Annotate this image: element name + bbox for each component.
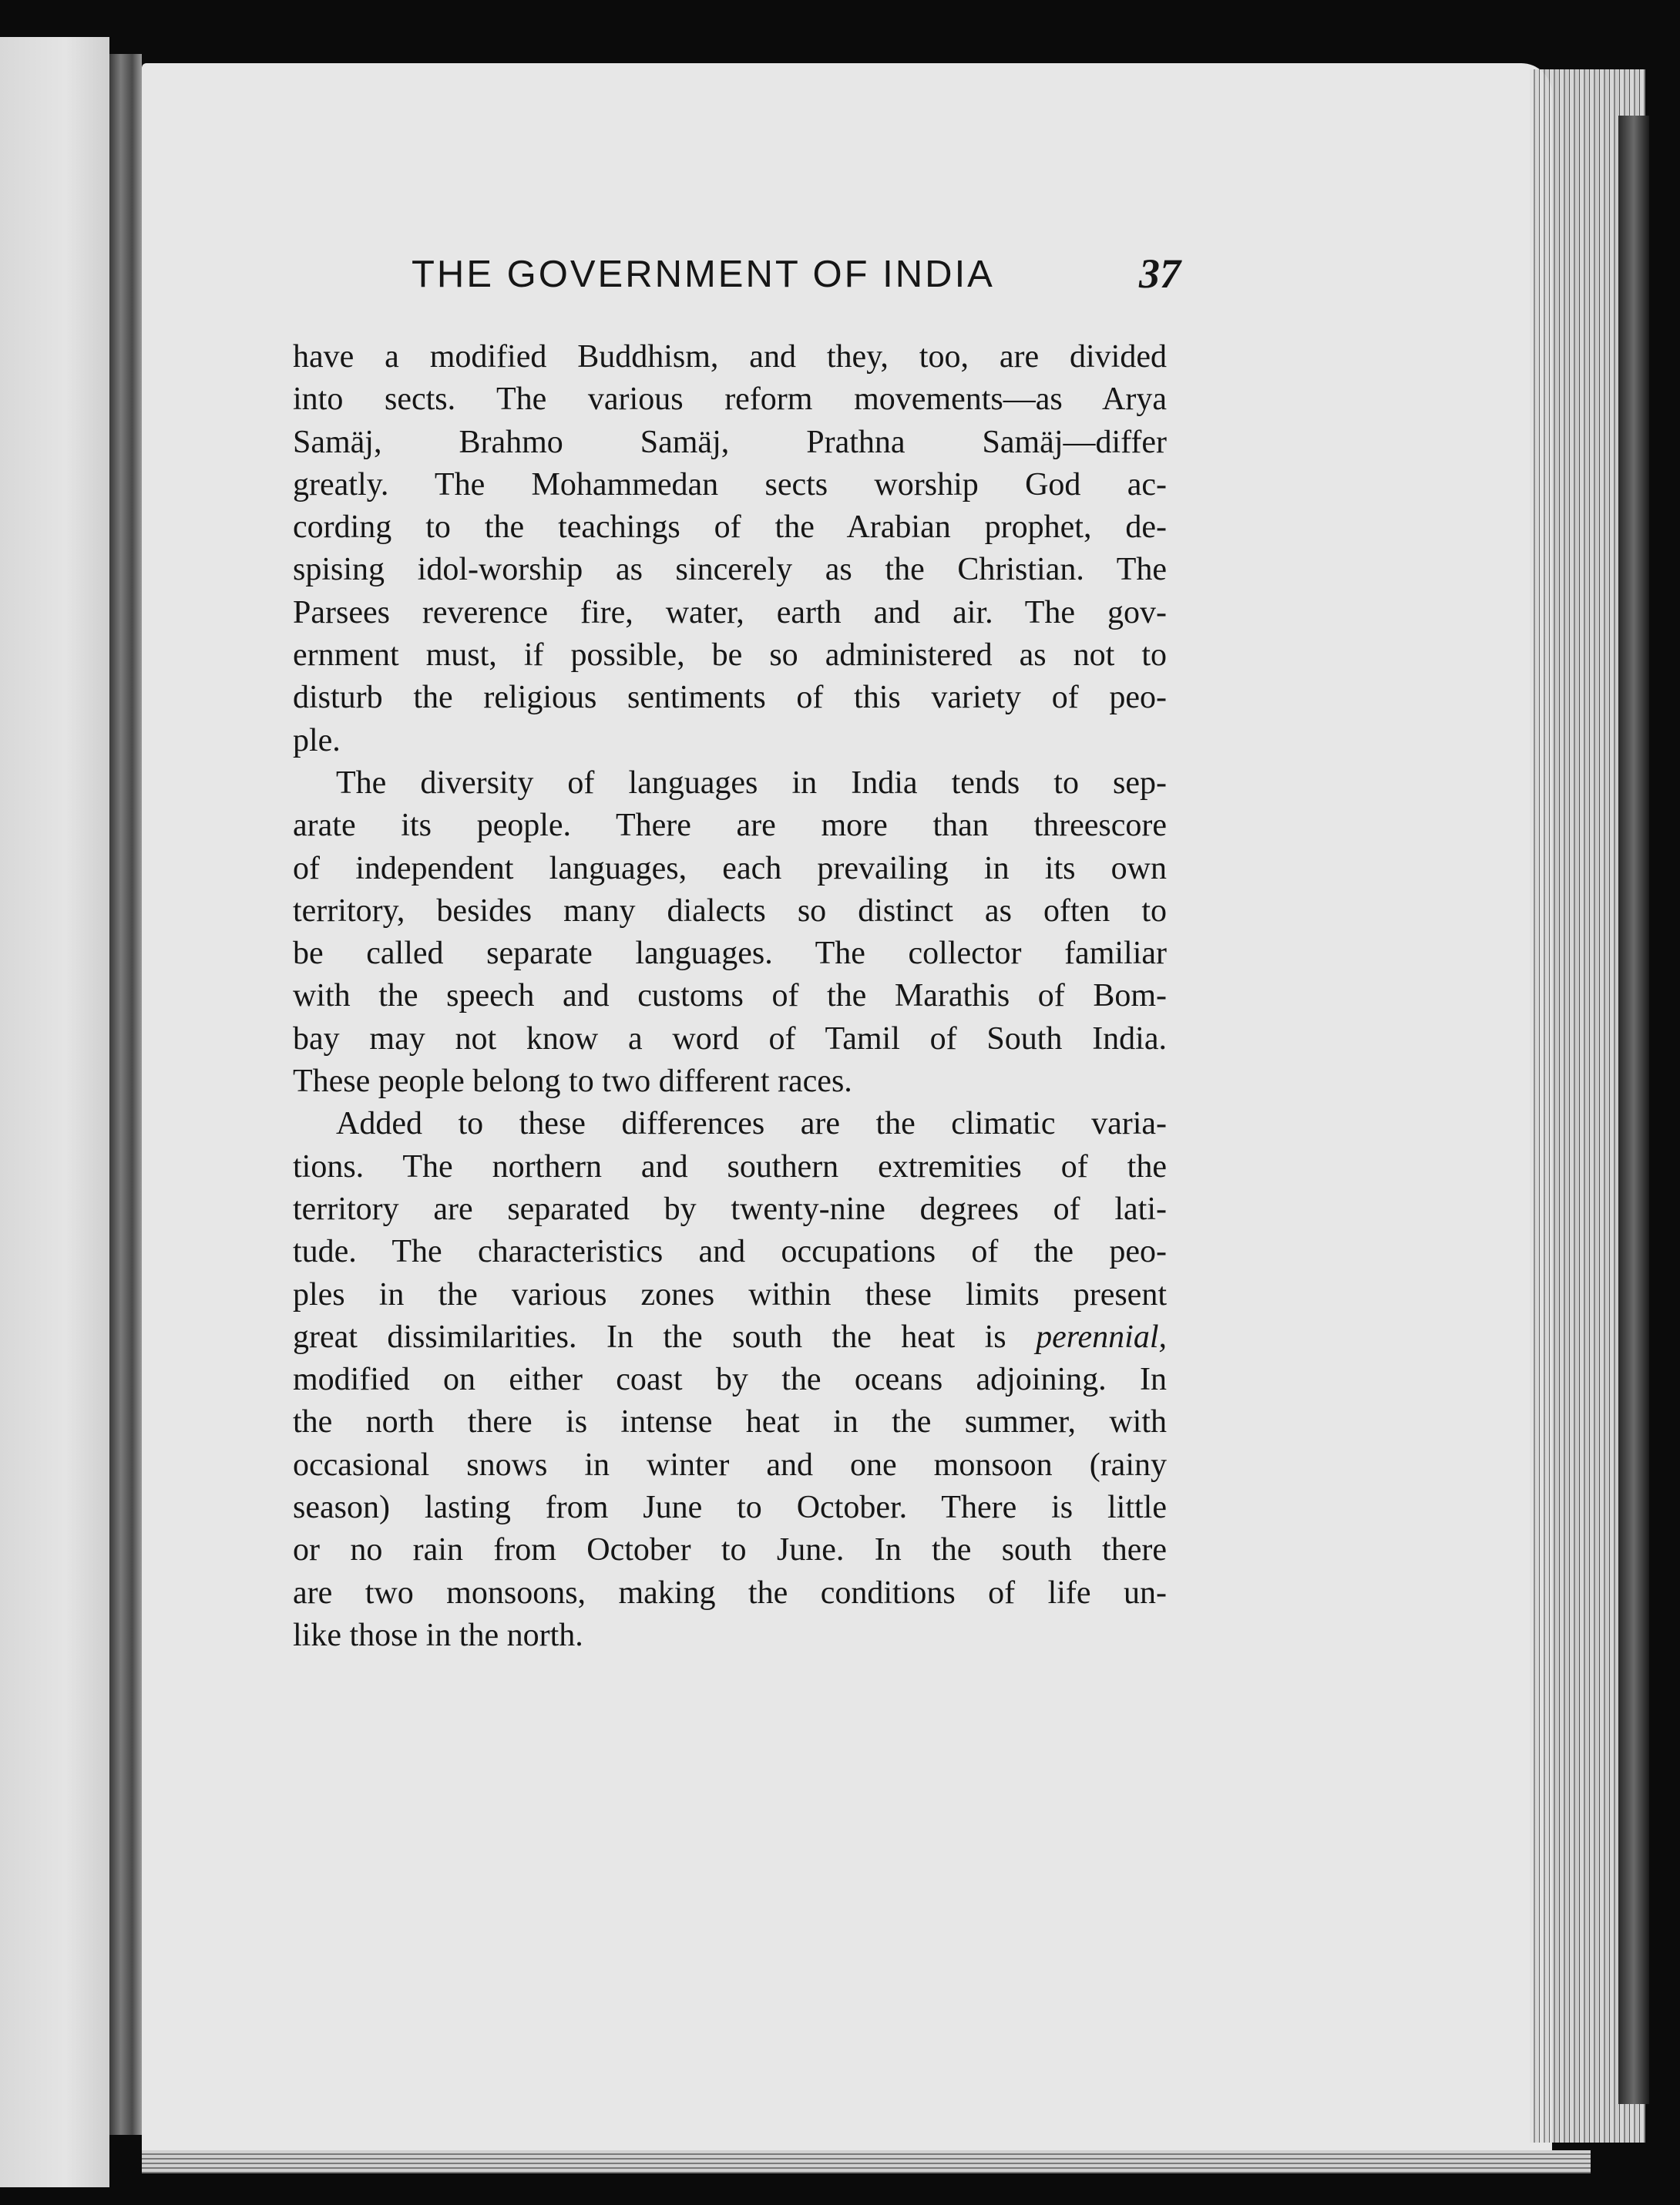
text-line: bay may not know a word of Tamil of South India. bbox=[293, 1020, 1167, 1057]
text-line: or no rain from October to June. In the south there bbox=[293, 1532, 1167, 1568]
text-line: cording to the teachings of the Arabian prophet, de- bbox=[293, 509, 1167, 546]
text-line: territory, besides many dialects so distinct as often to bbox=[293, 892, 1167, 929]
text-line: tude. The characteristics and occupations of the peo- bbox=[293, 1234, 1167, 1270]
book-gutter bbox=[109, 54, 142, 2135]
paragraph bbox=[293, 1103, 1167, 1657]
text-line: are two monsoons, making the conditions of life un- bbox=[293, 1575, 1167, 1611]
text-line: occasional snows in winter and one monsoon (rainy bbox=[293, 1447, 1167, 1483]
text-line: disturb the religious sentiments of this variety of peo- bbox=[293, 680, 1167, 716]
text-line: ernment must, if possible, be so administered as not to bbox=[293, 637, 1167, 674]
text-line-with-italic bbox=[293, 1316, 1167, 1359]
text-line: of independent languages, each prevailing in its own bbox=[293, 850, 1167, 886]
text-line: greatly. The Mohammedan sects worship God ac- bbox=[293, 466, 1167, 503]
text-line: tions. The northern and southern extremities of the bbox=[293, 1148, 1167, 1185]
text-line: Samäj, Brahmo Samäj, Prathna Samäj—differ bbox=[293, 424, 1167, 460]
text-segment: great dissimilarities. In the south the heat is bbox=[293, 1319, 1037, 1355]
paragraph bbox=[293, 336, 1167, 762]
text-line: Added to these differences are the climatic varia- bbox=[336, 1106, 1167, 1142]
text-line: the north there is intense heat in the summer, with bbox=[293, 1404, 1167, 1440]
page-number: 37 bbox=[1139, 250, 1181, 297]
text-line: ple. bbox=[293, 722, 341, 758]
page-header bbox=[293, 248, 1181, 318]
page-leaves-shadow bbox=[1618, 116, 1649, 2104]
text-line: These people belong to two different races. bbox=[293, 1064, 852, 1100]
text-line: with the speech and customs of the Marathis of Bom- bbox=[293, 978, 1167, 1014]
paragraph bbox=[293, 762, 1167, 1103]
text-line: have a modified Buddhism, and they, too, are divided bbox=[293, 339, 1167, 375]
text-line: ples in the various zones within these limits present bbox=[293, 1276, 1167, 1313]
text-line: Parsees reverence fire, water, earth and air. The gov- bbox=[293, 594, 1167, 630]
facing-page-edge bbox=[0, 37, 109, 2187]
text-line: like those in the north. bbox=[293, 1617, 583, 1653]
text-line: The diversity of languages in India tends to sep- bbox=[336, 765, 1167, 801]
text-line: modified on either coast by the oceans adjoining. In bbox=[293, 1362, 1167, 1398]
text-line: territory are separated by twenty-nine degrees of lati- bbox=[293, 1191, 1167, 1227]
text-line: arate its people. There are more than threescore bbox=[293, 808, 1167, 844]
body-text bbox=[293, 336, 1167, 1657]
running-head: THE GOVERNMENT OF INDIA bbox=[412, 254, 995, 295]
text-line: season) lasting from June to October. There is little bbox=[293, 1490, 1167, 1526]
page-bottom-edge bbox=[142, 2150, 1591, 2173]
italic-word: perennial, bbox=[1036, 1319, 1167, 1355]
text-line: spising idol-worship as sincerely as the Christian. The bbox=[293, 552, 1167, 588]
text-line: be called separate languages. The collector familiar bbox=[293, 936, 1167, 972]
text-line: into sects. The various reform movements—as Arya bbox=[293, 382, 1167, 418]
